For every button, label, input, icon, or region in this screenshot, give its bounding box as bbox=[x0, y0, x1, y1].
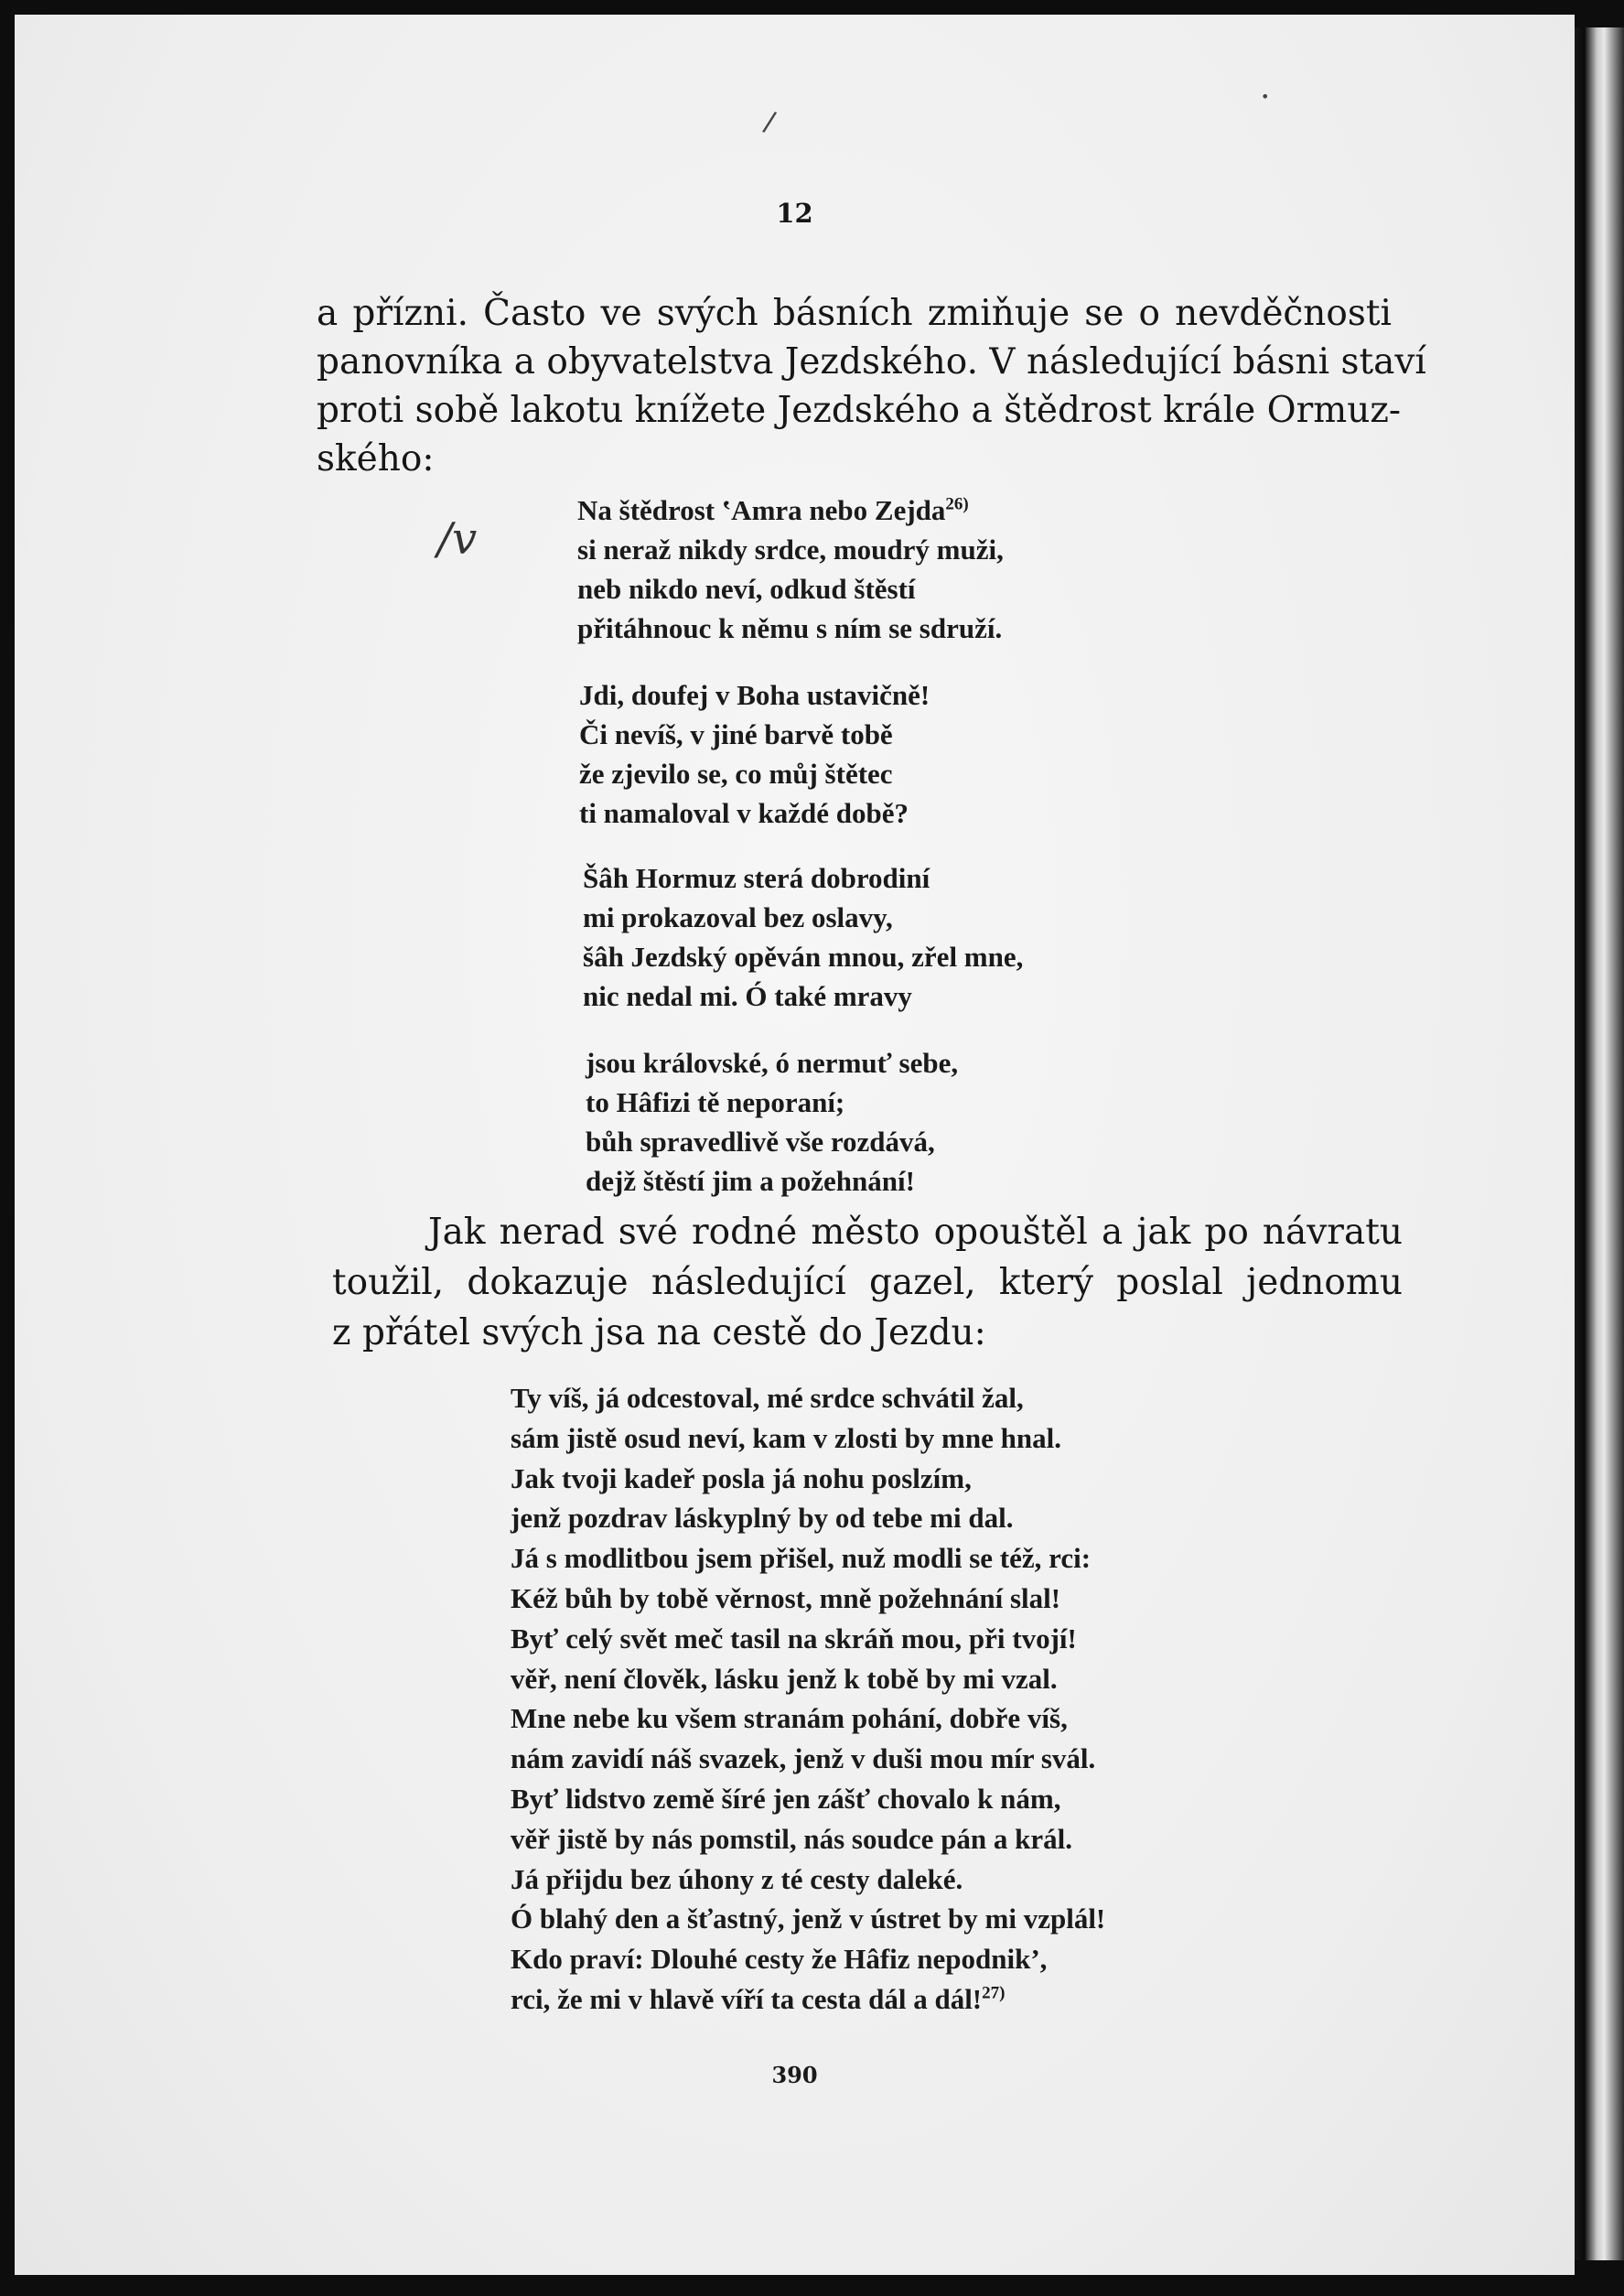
verse-line: Mne nebe ku všem stranám pohání, dobře víš, bbox=[511, 1702, 1068, 1735]
paragraph-line: ského: bbox=[317, 438, 435, 480]
paragraph-line: toužil, dokazuje následující gazel, který poslal jednomu bbox=[332, 1262, 1403, 1303]
verse-line: Já s modlitbou jsem přišel, nuž modli se též, rci: bbox=[511, 1542, 1092, 1575]
verse-line: jsou královské, ó nermuť sebe, bbox=[586, 1047, 959, 1079]
verse-line: to Hâfizi tě neporaní; bbox=[586, 1086, 845, 1118]
verse-line: že zjevilo se, co můj štětec bbox=[579, 758, 893, 790]
poem-stanza-1 bbox=[577, 490, 1004, 648]
stray-mark: / bbox=[760, 105, 779, 139]
verse-line: Kéž bůh by tobě věrnost, mně požehnání slal! bbox=[511, 1581, 1061, 1614]
verse-line: Či nevíš, v jiné barvě tobě bbox=[579, 718, 893, 750]
verse-line bbox=[577, 490, 1004, 530]
verse-line: Ty víš, já odcestoval, mé srdce schvátil žal, bbox=[511, 1382, 1024, 1414]
stray-mark: • bbox=[1261, 88, 1270, 105]
verse-line: věř, není člověk, lásku jenž k tobě by mi vzal. bbox=[511, 1662, 1058, 1695]
verse-line bbox=[511, 1979, 1105, 2020]
verse-line: Jdi, doufej v Boha ustavičně! bbox=[579, 679, 930, 711]
verse-line: nám zavidí náš svazek, jenž v duši mou mír svál. bbox=[511, 1742, 1096, 1775]
footnote-marker: 26) bbox=[945, 494, 969, 514]
verse-line: šâh Jezdský opěván mnou, zřel mne, bbox=[583, 941, 1024, 973]
verse-line: Šâh Hormuz sterá dobrodiní bbox=[583, 862, 930, 894]
verse-line: bůh spravedlivě vše rozdává, bbox=[586, 1126, 935, 1158]
verse-line: si neraž nikdy srdce, moudrý muži, bbox=[577, 534, 1004, 566]
poem-stanza-2 bbox=[579, 675, 930, 833]
verse-line: Jak tvoji kadeř posla já nohu poslzím, bbox=[511, 1461, 972, 1494]
paragraph-intro bbox=[317, 289, 1426, 483]
verse-line: Já přijdu bez úhony z té cesty daleké. bbox=[511, 1862, 963, 1895]
verse-line: Byť lidstvo země šíré jen zášť chovalo k nám, bbox=[511, 1782, 1061, 1815]
scanned-page bbox=[15, 15, 1575, 2275]
folio-number: 390 bbox=[771, 2062, 818, 2088]
verse-text: Na štědrost ʽAmra nebo Zejda bbox=[577, 494, 946, 526]
footnote-marker: 27) bbox=[982, 1983, 1006, 2003]
poem-stanza-3 bbox=[583, 858, 1023, 1016]
verse-line: mi prokazoval bez oslavy, bbox=[583, 901, 893, 933]
verse-line: neb nikdo neví, odkud štěstí bbox=[577, 573, 916, 605]
paragraph-line: z přátel svých jsa na cestě do Jezdu: bbox=[332, 1312, 986, 1353]
poem-stanza-4 bbox=[586, 1043, 958, 1201]
verse-text: rci, že mi v hlavě víří ta cesta dál a dál! bbox=[511, 1982, 983, 2015]
paragraph-line: proti sobě lakotu knížete Jezdského a štědrost krále Ormuz- bbox=[317, 390, 1402, 431]
paragraph-line: Jak nerad své rodné město opouštěl a jak po návratu bbox=[428, 1212, 1403, 1253]
verse-line: ti namaloval v každé době? bbox=[579, 797, 909, 829]
verse-line: věř jistě by nás pomstil, nás soudce pán a král. bbox=[511, 1822, 1073, 1855]
page-number: 12 bbox=[776, 198, 813, 229]
verse-line: jenž pozdrav láskyplný by od tebe mi dal. bbox=[511, 1502, 1014, 1535]
verse-line: Byť celý svět meč tasil na skráň mou, při tvojí! bbox=[511, 1622, 1077, 1655]
verse-line: nic nedal mi. Ó také mravy bbox=[583, 980, 912, 1012]
pencil-annotation: /v bbox=[437, 513, 478, 565]
verse-line: Kdo praví: Dlouhé cesty že Hâfiz nepodnik’, bbox=[511, 1943, 1048, 1976]
verse-line: dejž štěstí jim a požehnání! bbox=[586, 1165, 915, 1197]
gazel-poem bbox=[511, 1378, 1105, 2020]
verse-line: Ó blahý den a šťastný, jenž v ústret by mi vzplál! bbox=[511, 1903, 1106, 1935]
book-edge bbox=[1575, 27, 1624, 2260]
verse-line: přitáhnouc k němu s ním se sdruží. bbox=[577, 612, 1003, 644]
paragraph-line: panovníka a obyvatelstva Jezdského. V následující básni staví bbox=[317, 341, 1426, 383]
paragraph-line: a přízni. Často ve svých básních zmiňuje se o nevděčnosti bbox=[317, 293, 1392, 334]
verse-line: sám jistě osud neví, kam v zlosti by mne hnal. bbox=[511, 1421, 1061, 1454]
paragraph-gazel-intro bbox=[332, 1207, 1403, 1358]
